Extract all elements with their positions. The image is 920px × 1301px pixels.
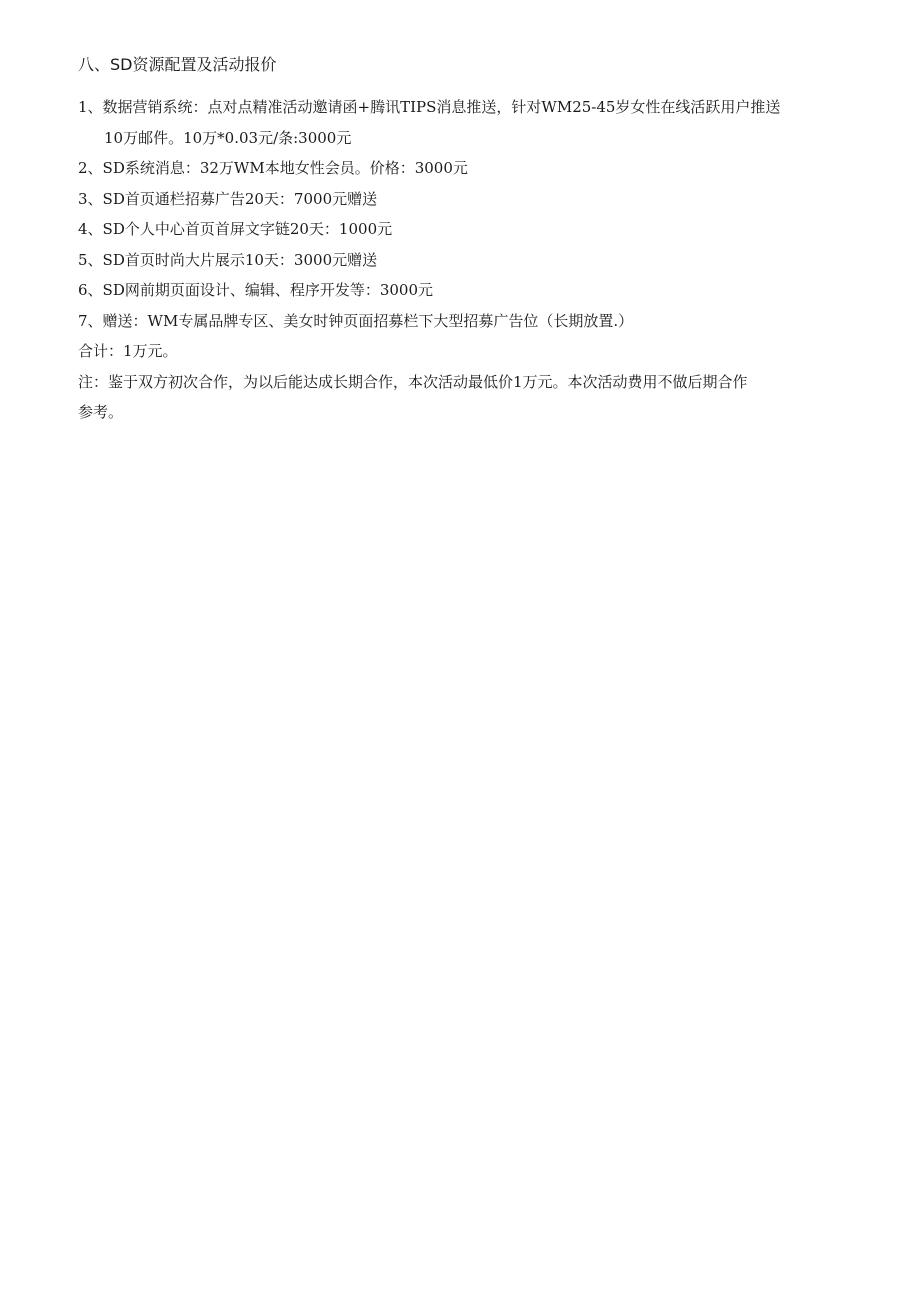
list-item-6: 6、SD网前期页面设计、编辑、程序开发等：3000元 <box>78 281 434 299</box>
list-item-2: 2、SD系统消息：32万WM本地女性会员。价格：3000元 <box>78 159 468 177</box>
total-line: 合计：1万元。 <box>78 342 178 360</box>
quote-list <box>78 92 848 428</box>
list-item-7: 7、赠送：WM专属品牌专区、美女时钟页面招募栏下大型招募广告位（长期放置.） <box>78 311 634 330</box>
note-line: 注：鉴于双方初次合作，为以后能达成长期合作，本次活动最低价1万元。本次活动费用不做后期合作 <box>78 372 748 391</box>
list-item-4: 4、SD个人中心首页首屏文字链20天：1000元 <box>78 220 393 238</box>
list-item-3: 3、SD首页通栏招募广告20天：7000元赠送 <box>78 189 378 208</box>
list-item-1: 1、数据营销系统：点对点精准活动邀请函+腾讯TIPS消息推送，针对WM25-45岁女性在线活跃用户推送 <box>78 98 781 116</box>
list-item-1-continuation: 10万邮件。10万*0.03元/条:3000元 <box>104 128 352 147</box>
list-item-5: 5、SD首页时尚大片展示10天：3000元赠送 <box>78 250 378 269</box>
section-heading: 八、SD资源配置及活动报价 <box>78 55 277 74</box>
note-line-continuation: 参考。 <box>78 403 124 421</box>
